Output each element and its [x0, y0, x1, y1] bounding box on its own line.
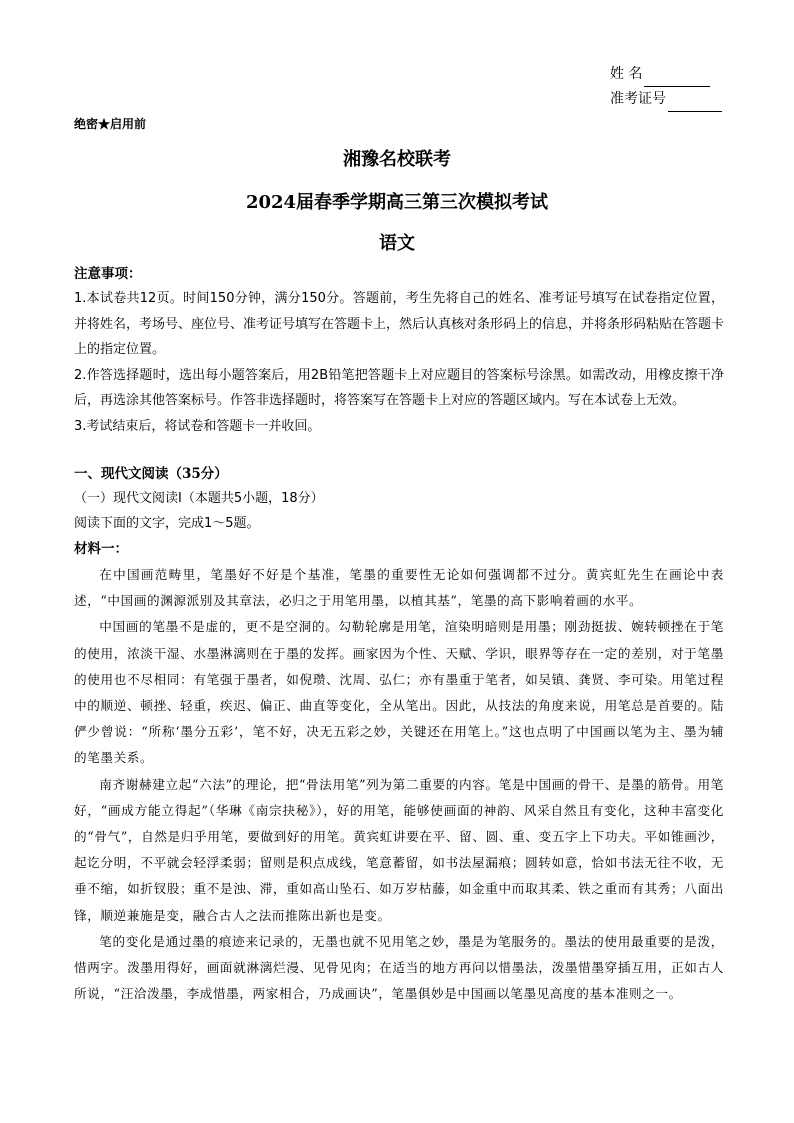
notice-item: 1.本试卷共12页。时间150分钟，满分150分。答题前，考生先将自己的姓名、准考证号填写在试卷指定位置，并将姓名，考场号、座位号、准考证号填写在答题卡上，然后认真核对条形码上的信息，并将条形码粘贴在答题卡上的指定位置。	[74, 291, 725, 357]
name-field[interactable]	[610, 62, 770, 87]
subject-title: 语文	[379, 233, 415, 254]
name-label: 姓 名	[610, 66, 643, 82]
id-label: 准考证号	[610, 91, 666, 107]
exam-title: 2024届春季学期高三第三次模拟考试	[245, 192, 549, 213]
article-paragraph: 在中国画范畴里，笔墨好不好是个基准，笔墨的重要性无论如何强调都不过分。黄宾虹先生在画论中表述，“中国画的渊源派别及其章法，必归之于用笔用墨，以植其基”，笔墨的高下影响着画的水平。	[74, 567, 724, 609]
notice-heading: 注意事项：	[74, 266, 142, 282]
org-title: 湘豫名校联考	[343, 149, 451, 170]
article-text	[74, 562, 724, 1007]
article-paragraph: 中国画的笔墨不是虚的，更不是空洞的。勾勒轮廓是用笔，渲染明暗则是用墨；刚劲挺拔、婉转顿挫在于笔的使用，浓淡干湿、水墨淋漓则在于墨的发挥。画家因为个性、天赋、学识，眼界等存在一定的差别，对于笔墨的使用也不尽相同：有笔强于墨者，如倪瓒、沈周、弘仁；亦有墨重于笔者，如吴镇、龚贤、李可染。用笔过程中的顺逆、顿挫、轻重，疾迟、偏正、曲直等变化，全从笔出。因此，从技法的角度来说，用笔总是首要的。陆俨少曾说：“所称‘墨分五彩’，笔不好，决无五彩之妙，关键还在用笔上。”这也点明了中国画以笔为主、墨为辅的笔墨关系。	[74, 619, 724, 766]
notice-list	[74, 286, 724, 439]
section-heading: 一、现代文阅读（35分）	[74, 466, 228, 482]
id-field[interactable]	[610, 87, 770, 112]
material-label: 材料一：	[74, 541, 128, 557]
article-paragraph: 笔的变化是通过墨的痕迹来记录的，无墨也就不见用笔之妙，墨是为笔服务的。墨法的使用最重要的是泼，惜两字。泼墨用得好，画面就淋漓烂漫、见骨见肉；在适当的地方再问以惜墨法，泼墨惜墨穿插互用，正如古人所说，“汪洽泼墨，李成惜墨，两家相合，乃成画诀”，笔墨俱妙是中国画以笔墨见高度的基本准则之一。	[74, 933, 724, 1002]
article-paragraph: 南齐谢赫建立起“六法”的理论，把“骨法用笔”列为第二重要的内容。笔是中国画的骨干、是墨的筋骨。用笔好，“画成方能立得起”（华琳《南宗抉秘》），好的用笔，能够使画面的神韵、风采自然且有变化，这种丰富变化的“骨气”，自然是归乎用笔，要做到好的用笔。黄宾虹讲要在平、留、圆、重、变五字上下功夫。平如锥画沙，起讫分明，不平就会轻浮柔弱；留则是积点成线，笔意蓄留，如书法屋漏痕；圆转如意，恰如书法无往不收，无垂不缩，如折钗股；重不是浊、滞，重如高山坠石、如万岁枯藤，如金重中而取其柔、铁之重而有其秀；八面出锋，顺逆兼施是变，融合古人之法而推陈出新也是变。	[74, 776, 724, 923]
reading-instruction: 阅读下面的文字，完成1～5题。	[74, 516, 260, 531]
notice-item: 3.考试结束后，将试卷和答题卡一并收回。	[74, 418, 321, 434]
notice-item: 2.作答选择题时，选出每小题答案后，用2B铅笔把答题卡上对应题目的答案标号涂黑。如需改动，用橡皮擦干净后，再选涂其他答案标号。作答非选择题时，将答案写在答题卡上对应的答题区域内。写在本试卷上无效。	[74, 367, 724, 408]
id-blank[interactable]	[668, 95, 722, 112]
name-blank[interactable]	[644, 70, 710, 87]
secret-mark: 绝密★启用前	[74, 117, 147, 131]
candidate-info	[610, 62, 770, 112]
subsection-heading: （一）现代文阅读Ⅰ（本题共5小题，18分）	[74, 491, 324, 506]
